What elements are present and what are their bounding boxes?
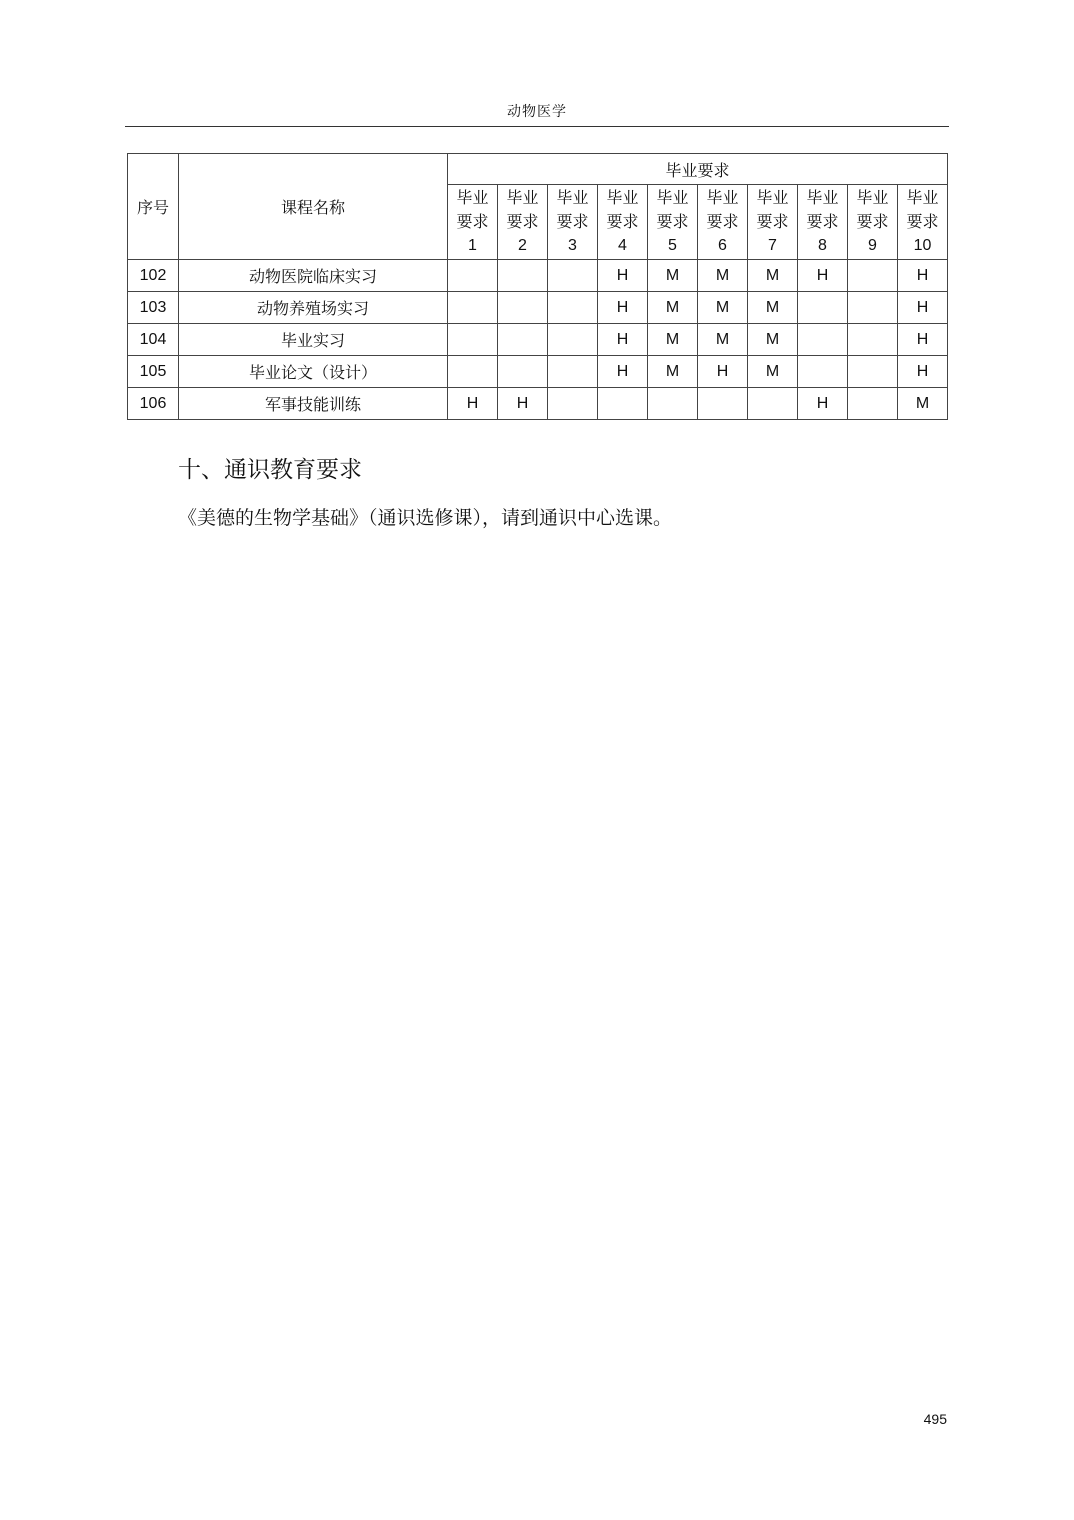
header-requirement-line2: 要求 (606, 212, 639, 231)
requirement-cell-4: H (598, 260, 648, 292)
requirement-cell-3 (548, 324, 598, 356)
header-requirement-10 (898, 185, 948, 260)
header-course-name: 课程名称 (179, 154, 448, 260)
requirement-cell-7: M (748, 260, 798, 292)
header-requirement-line1: 毕业 (756, 188, 789, 207)
requirement-cell-7 (748, 388, 798, 420)
header-requirement-number: 4 (618, 237, 627, 254)
requirement-cell-2: H (498, 388, 548, 420)
requirement-cell-8: H (798, 260, 848, 292)
requirement-cell-2 (498, 324, 548, 356)
requirement-cell-5: M (648, 260, 698, 292)
requirement-cell-10: H (898, 356, 948, 388)
requirement-cell-9 (848, 388, 898, 420)
header-requirement-line2: 要求 (456, 212, 489, 231)
header-requirement-line1: 毕业 (506, 188, 539, 207)
requirement-cell-1 (448, 260, 498, 292)
requirement-cell-8: H (798, 388, 848, 420)
requirement-cell-9 (848, 324, 898, 356)
header-requirement-line1: 毕业 (706, 188, 739, 207)
header-requirement-number: 6 (718, 237, 727, 254)
row-course-name: 动物养殖场实习 (179, 292, 448, 324)
row-course-name: 毕业论文（设计） (179, 356, 448, 388)
row-course-name: 毕业实习 (179, 324, 448, 356)
table-row (128, 324, 948, 356)
requirement-cell-4: H (598, 292, 648, 324)
row-seq: 102 (128, 260, 179, 292)
row-seq: 103 (128, 292, 179, 324)
requirement-cell-5: M (648, 292, 698, 324)
requirement-cell-5: M (648, 356, 698, 388)
requirement-cell-6: M (698, 324, 748, 356)
requirement-cell-9 (848, 260, 898, 292)
requirement-cell-7: M (748, 292, 798, 324)
row-course-name: 动物医院临床实习 (179, 260, 448, 292)
header-requirement-number: 9 (868, 237, 877, 254)
running-header (125, 100, 949, 127)
header-requirement-5 (648, 185, 698, 260)
table-row (128, 292, 948, 324)
requirement-cell-3 (548, 260, 598, 292)
header-requirement-line1: 毕业 (606, 188, 639, 207)
header-requirement-line2: 要求 (656, 212, 689, 231)
header-requirement-line1: 毕业 (556, 188, 589, 207)
requirement-cell-2 (498, 260, 548, 292)
requirement-cell-1 (448, 356, 498, 388)
header-requirement-line1: 毕业 (856, 188, 889, 207)
requirement-cell-5: M (648, 324, 698, 356)
row-seq: 104 (128, 324, 179, 356)
table-row (128, 260, 948, 292)
requirement-cell-6: M (698, 292, 748, 324)
running-header-title: 动物医学 (507, 104, 567, 120)
requirement-cell-8 (798, 324, 848, 356)
requirement-cell-5 (648, 388, 698, 420)
table-row (128, 356, 948, 388)
requirement-cell-6 (698, 388, 748, 420)
header-requirement-line2: 要求 (556, 212, 589, 231)
requirement-cell-10: H (898, 292, 948, 324)
header-requirement-line1: 毕业 (456, 188, 489, 207)
row-course-name: 军事技能训练 (179, 388, 448, 420)
table-row (128, 388, 948, 420)
section-title: 十、通识教育要求 (178, 457, 362, 483)
header-requirement-8 (798, 185, 848, 260)
row-seq: 106 (128, 388, 179, 420)
requirement-cell-7: M (748, 324, 798, 356)
requirement-cell-9 (848, 292, 898, 324)
graduation-requirements-table (127, 153, 948, 420)
table-body (128, 260, 948, 420)
header-requirement-6 (698, 185, 748, 260)
header-requirement-3 (548, 185, 598, 260)
requirement-cell-8 (798, 292, 848, 324)
requirement-cell-6: H (698, 356, 748, 388)
requirement-cell-3 (548, 388, 598, 420)
header-requirement-4 (598, 185, 648, 260)
requirement-cell-2 (498, 292, 548, 324)
requirement-cell-10: H (898, 260, 948, 292)
header-requirement-line1: 毕业 (906, 188, 939, 207)
header-requirement-number: 3 (568, 237, 577, 254)
header-requirement-number: 7 (768, 237, 777, 254)
requirement-cell-4 (598, 388, 648, 420)
header-requirement-number: 5 (668, 237, 677, 254)
header-requirement-number: 8 (818, 237, 827, 254)
header-requirement-number: 2 (518, 237, 527, 254)
header-requirement-2 (498, 185, 548, 260)
header-requirement-line1: 毕业 (656, 188, 689, 207)
requirement-cell-7: M (748, 356, 798, 388)
header-requirement-line2: 要求 (706, 212, 739, 231)
page-number: 495 (923, 1411, 947, 1427)
requirement-cell-10: M (898, 388, 948, 420)
header-requirement-line1: 毕业 (806, 188, 839, 207)
requirement-cell-3 (548, 292, 598, 324)
requirement-cell-10: H (898, 324, 948, 356)
requirement-cell-1 (448, 324, 498, 356)
header-requirement-9 (848, 185, 898, 260)
header-requirement-line2: 要求 (906, 212, 939, 231)
requirement-cell-4: H (598, 356, 648, 388)
header-graduation-requirements: 毕业要求 (448, 154, 948, 185)
requirement-cell-8 (798, 356, 848, 388)
header-requirement-line2: 要求 (506, 212, 539, 231)
header-requirement-line2: 要求 (806, 212, 839, 231)
header-seq: 序号 (128, 154, 179, 260)
header-requirement-number: 10 (913, 237, 932, 254)
requirement-cell-2 (498, 356, 548, 388)
header-requirement-line2: 要求 (856, 212, 889, 231)
header-requirement-7 (748, 185, 798, 260)
section-body: 《美德的生物学基础》（通识选修课），请到通识中心选课。 (178, 507, 673, 529)
requirement-cell-1 (448, 292, 498, 324)
requirement-cell-4: H (598, 324, 648, 356)
requirement-cell-3 (548, 356, 598, 388)
header-requirement-line2: 要求 (756, 212, 789, 231)
requirement-cell-1: H (448, 388, 498, 420)
requirement-cell-6: M (698, 260, 748, 292)
header-requirement-1 (448, 185, 498, 260)
header-requirement-number: 1 (468, 237, 477, 254)
row-seq: 105 (128, 356, 179, 388)
requirement-cell-9 (848, 356, 898, 388)
